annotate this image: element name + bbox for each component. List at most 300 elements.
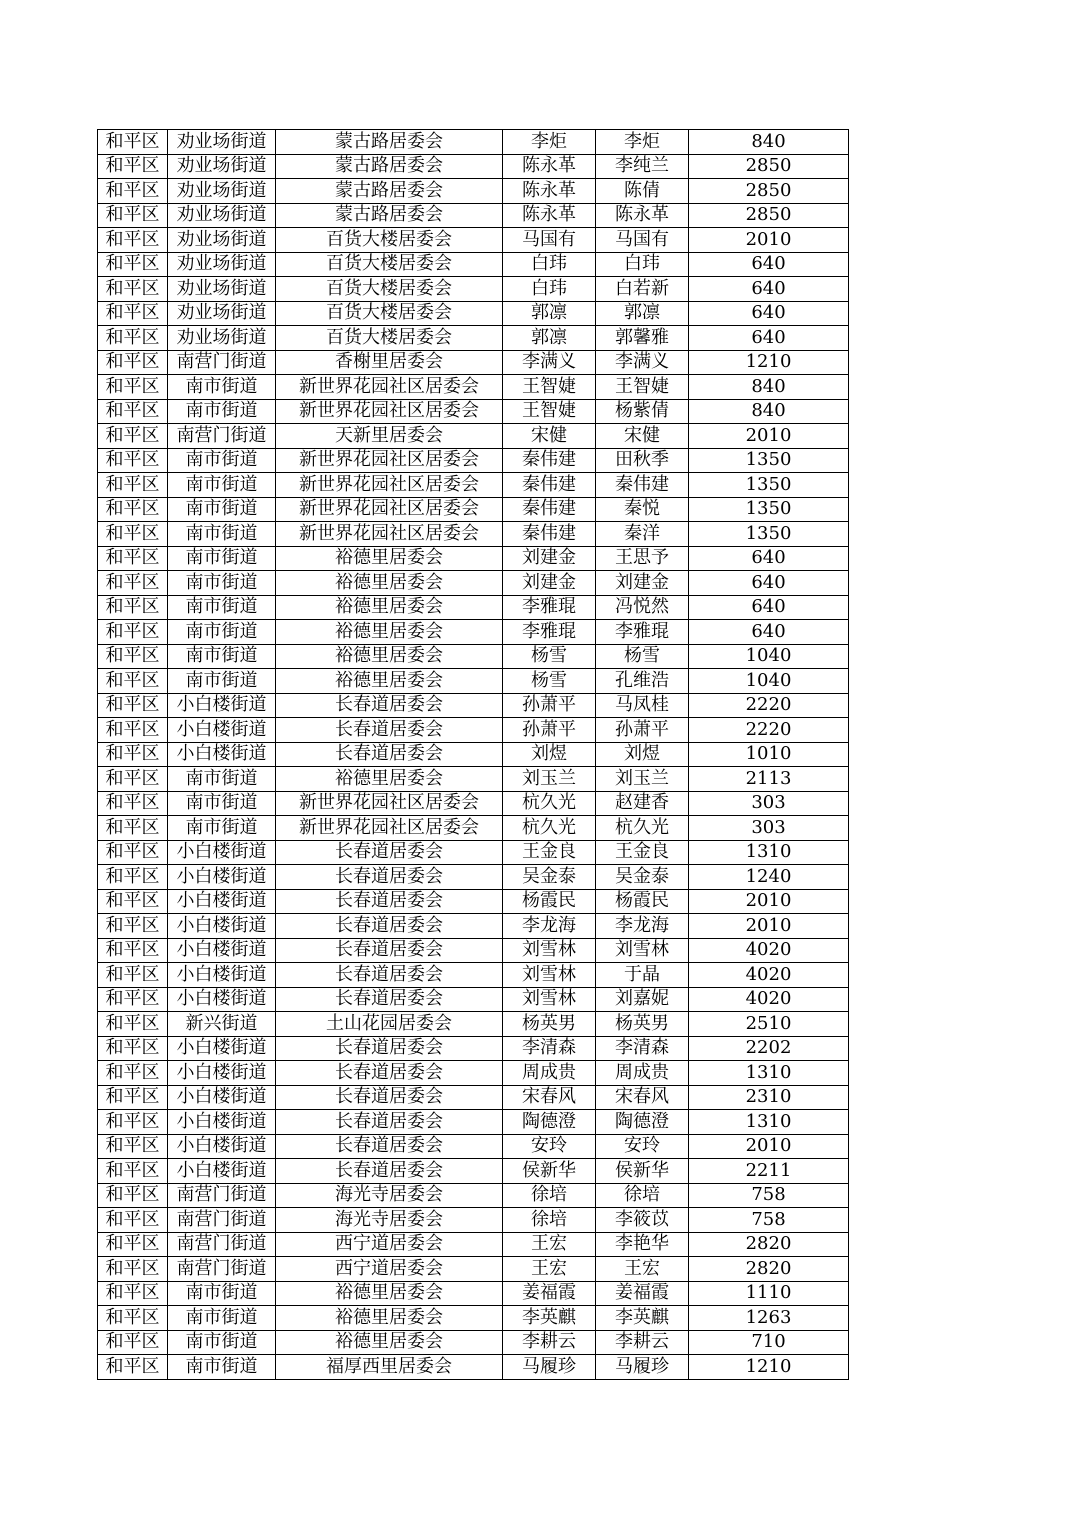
table-row xyxy=(98,791,849,816)
street-cell: 南市街道 xyxy=(168,571,276,596)
applicant-cell: 李耕云 xyxy=(503,1330,596,1355)
table-row xyxy=(98,350,849,375)
district-cell: 和平区 xyxy=(98,889,168,914)
applicant-cell: 秦伟建 xyxy=(503,522,596,547)
street-cell: 小白楼街道 xyxy=(168,742,276,767)
street-cell: 南市街道 xyxy=(168,522,276,547)
street-cell: 小白楼街道 xyxy=(168,963,276,988)
table-row xyxy=(98,1085,849,1110)
table-row xyxy=(98,1257,849,1282)
committee-cell: 百货大楼居委会 xyxy=(276,326,503,351)
applicant-cell: 白玮 xyxy=(503,277,596,302)
member-cell: 李满义 xyxy=(596,350,689,375)
member-cell: 李英麒 xyxy=(596,1306,689,1331)
street-cell: 南市街道 xyxy=(168,375,276,400)
member-cell: 秦洋 xyxy=(596,522,689,547)
table-row xyxy=(98,1061,849,1086)
amount-cell: 1240 xyxy=(689,865,849,890)
applicant-cell: 李雅琨 xyxy=(503,595,596,620)
street-cell: 新兴街道 xyxy=(168,1012,276,1037)
applicant-cell: 孙萧平 xyxy=(503,693,596,718)
amount-cell: 640 xyxy=(689,620,849,645)
committee-cell: 香榭里居委会 xyxy=(276,350,503,375)
table-row xyxy=(98,571,849,596)
street-cell: 小白楼街道 xyxy=(168,1061,276,1086)
table-row xyxy=(98,914,849,939)
district-cell: 和平区 xyxy=(98,816,168,841)
district-cell: 和平区 xyxy=(98,154,168,179)
member-cell: 杨英男 xyxy=(596,1012,689,1037)
applicant-cell: 徐培 xyxy=(503,1208,596,1233)
district-cell: 和平区 xyxy=(98,865,168,890)
member-cell: 李艳华 xyxy=(596,1232,689,1257)
member-cell: 宋春风 xyxy=(596,1085,689,1110)
table-row xyxy=(98,497,849,522)
member-cell: 刘玉兰 xyxy=(596,767,689,792)
street-cell: 南市街道 xyxy=(168,497,276,522)
committee-cell: 裕德里居委会 xyxy=(276,571,503,596)
amount-cell: 2211 xyxy=(689,1159,849,1184)
committee-cell: 长春道居委会 xyxy=(276,718,503,743)
table-row xyxy=(98,448,849,473)
amount-cell: 2850 xyxy=(689,179,849,204)
street-cell: 南营门街道 xyxy=(168,1232,276,1257)
committee-cell: 裕德里居委会 xyxy=(276,767,503,792)
amount-cell: 2220 xyxy=(689,693,849,718)
member-cell: 周成贵 xyxy=(596,1061,689,1086)
street-cell: 小白楼街道 xyxy=(168,693,276,718)
committee-cell: 新世界花园社区居委会 xyxy=(276,791,503,816)
amount-cell: 1210 xyxy=(689,350,849,375)
table-row xyxy=(98,228,849,253)
applicant-cell: 徐培 xyxy=(503,1183,596,1208)
district-cell: 和平区 xyxy=(98,595,168,620)
member-cell: 刘嘉妮 xyxy=(596,987,689,1012)
table-row xyxy=(98,522,849,547)
member-cell: 白玮 xyxy=(596,252,689,277)
district-cell: 和平区 xyxy=(98,1208,168,1233)
table-row xyxy=(98,375,849,400)
applicant-cell: 王智婕 xyxy=(503,375,596,400)
street-cell: 劝业场街道 xyxy=(168,154,276,179)
district-cell: 和平区 xyxy=(98,1330,168,1355)
applicant-cell: 刘雪林 xyxy=(503,963,596,988)
amount-cell: 2010 xyxy=(689,889,849,914)
district-cell: 和平区 xyxy=(98,252,168,277)
applicant-cell: 杨雪 xyxy=(503,644,596,669)
table-row xyxy=(98,987,849,1012)
committee-cell: 长春道居委会 xyxy=(276,840,503,865)
committee-cell: 裕德里居委会 xyxy=(276,620,503,645)
amount-cell: 1310 xyxy=(689,840,849,865)
table-row xyxy=(98,399,849,424)
district-cell: 和平区 xyxy=(98,424,168,449)
district-cell: 和平区 xyxy=(98,1257,168,1282)
amount-cell: 758 xyxy=(689,1183,849,1208)
district-cell: 和平区 xyxy=(98,767,168,792)
street-cell: 小白楼街道 xyxy=(168,938,276,963)
district-cell: 和平区 xyxy=(98,644,168,669)
member-cell: 刘雪林 xyxy=(596,938,689,963)
street-cell: 小白楼街道 xyxy=(168,1110,276,1135)
table-row xyxy=(98,1281,849,1306)
committee-cell: 长春道居委会 xyxy=(276,987,503,1012)
member-cell: 吴金泰 xyxy=(596,865,689,890)
applicant-cell: 刘雪林 xyxy=(503,938,596,963)
applicant-cell: 孙萧平 xyxy=(503,718,596,743)
committee-cell: 长春道居委会 xyxy=(276,1110,503,1135)
street-cell: 南市街道 xyxy=(168,595,276,620)
table-row xyxy=(98,865,849,890)
member-cell: 李雅琨 xyxy=(596,620,689,645)
street-cell: 南市街道 xyxy=(168,1355,276,1380)
street-cell: 南市街道 xyxy=(168,767,276,792)
amount-cell: 1350 xyxy=(689,522,849,547)
amount-cell: 1040 xyxy=(689,644,849,669)
street-cell: 南市街道 xyxy=(168,669,276,694)
applicant-cell: 李炬 xyxy=(503,130,596,155)
amount-cell: 1040 xyxy=(689,669,849,694)
applicant-cell: 王宏 xyxy=(503,1232,596,1257)
amount-cell: 2220 xyxy=(689,718,849,743)
amount-cell: 1263 xyxy=(689,1306,849,1331)
applicant-cell: 郭凛 xyxy=(503,326,596,351)
member-cell: 宋健 xyxy=(596,424,689,449)
applicant-cell: 王宏 xyxy=(503,1257,596,1282)
amount-cell: 640 xyxy=(689,326,849,351)
member-cell: 李龙海 xyxy=(596,914,689,939)
street-cell: 南市街道 xyxy=(168,1330,276,1355)
district-cell: 和平区 xyxy=(98,1232,168,1257)
applicant-cell: 王金良 xyxy=(503,840,596,865)
member-cell: 陈永革 xyxy=(596,203,689,228)
table-row xyxy=(98,1208,849,1233)
member-cell: 孙萧平 xyxy=(596,718,689,743)
district-cell: 和平区 xyxy=(98,693,168,718)
street-cell: 劝业场街道 xyxy=(168,228,276,253)
table-row xyxy=(98,546,849,571)
table-row xyxy=(98,179,849,204)
table-row xyxy=(98,1330,849,1355)
amount-cell: 2310 xyxy=(689,1085,849,1110)
applicant-cell: 宋春风 xyxy=(503,1085,596,1110)
applicant-cell: 宋健 xyxy=(503,424,596,449)
committee-cell: 长春道居委会 xyxy=(276,1085,503,1110)
member-cell: 李耕云 xyxy=(596,1330,689,1355)
street-cell: 南市街道 xyxy=(168,791,276,816)
committee-cell: 长春道居委会 xyxy=(276,938,503,963)
amount-cell: 2010 xyxy=(689,228,849,253)
amount-cell: 2850 xyxy=(689,154,849,179)
member-cell: 马履珍 xyxy=(596,1355,689,1380)
member-cell: 王思予 xyxy=(596,546,689,571)
table-row xyxy=(98,203,849,228)
street-cell: 劝业场街道 xyxy=(168,130,276,155)
amount-cell: 1350 xyxy=(689,473,849,498)
table-row xyxy=(98,154,849,179)
applicant-cell: 刘建金 xyxy=(503,546,596,571)
committee-cell: 新世界花园社区居委会 xyxy=(276,473,503,498)
district-cell: 和平区 xyxy=(98,840,168,865)
amount-cell: 1210 xyxy=(689,1355,849,1380)
table-row xyxy=(98,963,849,988)
applicant-cell: 杭久光 xyxy=(503,816,596,841)
street-cell: 小白楼街道 xyxy=(168,987,276,1012)
amount-cell: 758 xyxy=(689,1208,849,1233)
applicant-cell: 杨霞民 xyxy=(503,889,596,914)
committee-cell: 长春道居委会 xyxy=(276,1134,503,1159)
amount-cell: 840 xyxy=(689,375,849,400)
district-cell: 和平区 xyxy=(98,130,168,155)
committee-cell: 长春道居委会 xyxy=(276,693,503,718)
street-cell: 劝业场街道 xyxy=(168,301,276,326)
district-cell: 和平区 xyxy=(98,1355,168,1380)
committee-cell: 蒙古路居委会 xyxy=(276,130,503,155)
street-cell: 小白楼街道 xyxy=(168,840,276,865)
committee-cell: 海光寺居委会 xyxy=(276,1183,503,1208)
district-cell: 和平区 xyxy=(98,791,168,816)
street-cell: 小白楼街道 xyxy=(168,1159,276,1184)
street-cell: 南营门街道 xyxy=(168,424,276,449)
member-cell: 孔维浩 xyxy=(596,669,689,694)
street-cell: 南市街道 xyxy=(168,473,276,498)
applicant-cell: 陈永革 xyxy=(503,154,596,179)
table-row xyxy=(98,1012,849,1037)
committee-cell: 西宁道居委会 xyxy=(276,1257,503,1282)
district-cell: 和平区 xyxy=(98,228,168,253)
committee-cell: 天新里居委会 xyxy=(276,424,503,449)
street-cell: 南市街道 xyxy=(168,620,276,645)
district-cell: 和平区 xyxy=(98,326,168,351)
table-row xyxy=(98,595,849,620)
table-row xyxy=(98,693,849,718)
street-cell: 南营门街道 xyxy=(168,1257,276,1282)
district-cell: 和平区 xyxy=(98,448,168,473)
amount-cell: 1310 xyxy=(689,1061,849,1086)
amount-cell: 640 xyxy=(689,546,849,571)
amount-cell: 2820 xyxy=(689,1232,849,1257)
district-cell: 和平区 xyxy=(98,1012,168,1037)
amount-cell: 640 xyxy=(689,571,849,596)
committee-cell: 裕德里居委会 xyxy=(276,1330,503,1355)
committee-cell: 长春道居委会 xyxy=(276,1159,503,1184)
applicant-cell: 刘雪林 xyxy=(503,987,596,1012)
district-cell: 和平区 xyxy=(98,963,168,988)
member-cell: 侯新华 xyxy=(596,1159,689,1184)
amount-cell: 1350 xyxy=(689,448,849,473)
applicant-cell: 秦伟建 xyxy=(503,473,596,498)
street-cell: 劝业场街道 xyxy=(168,179,276,204)
street-cell: 南市街道 xyxy=(168,546,276,571)
member-cell: 王智婕 xyxy=(596,375,689,400)
street-cell: 南市街道 xyxy=(168,1306,276,1331)
member-cell: 秦悦 xyxy=(596,497,689,522)
district-cell: 和平区 xyxy=(98,522,168,547)
committee-cell: 蒙古路居委会 xyxy=(276,179,503,204)
applicant-cell: 郭凛 xyxy=(503,301,596,326)
amount-cell: 2820 xyxy=(689,1257,849,1282)
committee-cell: 裕德里居委会 xyxy=(276,1281,503,1306)
member-cell: 姜福霞 xyxy=(596,1281,689,1306)
district-cell: 和平区 xyxy=(98,1061,168,1086)
amount-cell: 4020 xyxy=(689,938,849,963)
applicant-cell: 李满义 xyxy=(503,350,596,375)
district-cell: 和平区 xyxy=(98,742,168,767)
amount-cell: 640 xyxy=(689,301,849,326)
district-cell: 和平区 xyxy=(98,497,168,522)
committee-cell: 裕德里居委会 xyxy=(276,546,503,571)
amount-cell: 640 xyxy=(689,252,849,277)
street-cell: 南市街道 xyxy=(168,1281,276,1306)
committee-cell: 长春道居委会 xyxy=(276,889,503,914)
district-cell: 和平区 xyxy=(98,718,168,743)
committee-cell: 百货大楼居委会 xyxy=(276,252,503,277)
district-cell: 和平区 xyxy=(98,546,168,571)
member-cell: 陈倩 xyxy=(596,179,689,204)
street-cell: 南营门街道 xyxy=(168,350,276,375)
amount-cell: 303 xyxy=(689,816,849,841)
committee-cell: 蒙古路居委会 xyxy=(276,154,503,179)
member-cell: 王宏 xyxy=(596,1257,689,1282)
table-row xyxy=(98,669,849,694)
street-cell: 劝业场街道 xyxy=(168,326,276,351)
member-cell: 刘建金 xyxy=(596,571,689,596)
street-cell: 劝业场街道 xyxy=(168,252,276,277)
street-cell: 南市街道 xyxy=(168,816,276,841)
table-row xyxy=(98,1306,849,1331)
district-cell: 和平区 xyxy=(98,938,168,963)
table-row xyxy=(98,326,849,351)
table-row xyxy=(98,816,849,841)
district-cell: 和平区 xyxy=(98,203,168,228)
applicant-cell: 秦伟建 xyxy=(503,448,596,473)
committee-cell: 长春道居委会 xyxy=(276,1036,503,1061)
amount-cell: 2510 xyxy=(689,1012,849,1037)
amount-cell: 4020 xyxy=(689,963,849,988)
table-row xyxy=(98,277,849,302)
committee-cell: 裕德里居委会 xyxy=(276,595,503,620)
table-row xyxy=(98,473,849,498)
amount-cell: 1310 xyxy=(689,1110,849,1135)
table-row xyxy=(98,938,849,963)
committee-cell: 土山花园居委会 xyxy=(276,1012,503,1037)
table-row xyxy=(98,252,849,277)
amount-cell: 840 xyxy=(689,130,849,155)
district-cell: 和平区 xyxy=(98,1036,168,1061)
table-row xyxy=(98,424,849,449)
member-cell: 冯悦然 xyxy=(596,595,689,620)
table-row xyxy=(98,1232,849,1257)
applicant-cell: 侯新华 xyxy=(503,1159,596,1184)
committee-cell: 裕德里居委会 xyxy=(276,669,503,694)
amount-cell: 1110 xyxy=(689,1281,849,1306)
member-cell: 陶德澄 xyxy=(596,1110,689,1135)
table-row xyxy=(98,1110,849,1135)
applicant-cell: 杭久光 xyxy=(503,791,596,816)
applicant-cell: 周成贵 xyxy=(503,1061,596,1086)
table-row xyxy=(98,1036,849,1061)
committee-cell: 福厚西里居委会 xyxy=(276,1355,503,1380)
applicant-cell: 马国有 xyxy=(503,228,596,253)
amount-cell: 2113 xyxy=(689,767,849,792)
member-cell: 马凤桂 xyxy=(596,693,689,718)
street-cell: 小白楼街道 xyxy=(168,1134,276,1159)
amount-cell: 2010 xyxy=(689,914,849,939)
member-cell: 田秋季 xyxy=(596,448,689,473)
member-cell: 刘煜 xyxy=(596,742,689,767)
committee-cell: 新世界花园社区居委会 xyxy=(276,816,503,841)
district-cell: 和平区 xyxy=(98,1281,168,1306)
applicant-cell: 杨英男 xyxy=(503,1012,596,1037)
district-cell: 和平区 xyxy=(98,179,168,204)
district-cell: 和平区 xyxy=(98,350,168,375)
committee-cell: 新世界花园社区居委会 xyxy=(276,522,503,547)
member-cell: 李筱苡 xyxy=(596,1208,689,1233)
district-cell: 和平区 xyxy=(98,1134,168,1159)
table-row xyxy=(98,1134,849,1159)
committee-cell: 西宁道居委会 xyxy=(276,1232,503,1257)
district-cell: 和平区 xyxy=(98,399,168,424)
table-row xyxy=(98,644,849,669)
table-row xyxy=(98,840,849,865)
street-cell: 小白楼街道 xyxy=(168,1085,276,1110)
committee-cell: 百货大楼居委会 xyxy=(276,301,503,326)
street-cell: 劝业场街道 xyxy=(168,277,276,302)
table-row xyxy=(98,130,849,155)
amount-cell: 2010 xyxy=(689,424,849,449)
member-cell: 李纯兰 xyxy=(596,154,689,179)
committee-cell: 长春道居委会 xyxy=(276,742,503,767)
applicant-cell: 马履珍 xyxy=(503,1355,596,1380)
amount-cell: 2850 xyxy=(689,203,849,228)
member-cell: 白若新 xyxy=(596,277,689,302)
district-cell: 和平区 xyxy=(98,277,168,302)
amount-cell: 303 xyxy=(689,791,849,816)
applicant-cell: 李英麒 xyxy=(503,1306,596,1331)
street-cell: 南市街道 xyxy=(168,399,276,424)
district-cell: 和平区 xyxy=(98,1183,168,1208)
member-cell: 赵建香 xyxy=(596,791,689,816)
applicant-cell: 刘建金 xyxy=(503,571,596,596)
table-row xyxy=(98,742,849,767)
committee-cell: 百货大楼居委会 xyxy=(276,277,503,302)
applicant-cell: 刘玉兰 xyxy=(503,767,596,792)
applicant-cell: 陈永革 xyxy=(503,179,596,204)
committee-cell: 百货大楼居委会 xyxy=(276,228,503,253)
district-cell: 和平区 xyxy=(98,620,168,645)
committee-cell: 长春道居委会 xyxy=(276,1061,503,1086)
member-cell: 李清森 xyxy=(596,1036,689,1061)
member-cell: 郭凛 xyxy=(596,301,689,326)
district-cell: 和平区 xyxy=(98,375,168,400)
member-cell: 安玲 xyxy=(596,1134,689,1159)
street-cell: 南营门街道 xyxy=(168,1208,276,1233)
table-row xyxy=(98,1355,849,1380)
table-row xyxy=(98,1159,849,1184)
applicant-cell: 李雅琨 xyxy=(503,620,596,645)
committee-cell: 裕德里居委会 xyxy=(276,644,503,669)
district-cell: 和平区 xyxy=(98,1306,168,1331)
table-row xyxy=(98,889,849,914)
committee-cell: 长春道居委会 xyxy=(276,963,503,988)
committee-cell: 新世界花园社区居委会 xyxy=(276,497,503,522)
amount-cell: 4020 xyxy=(689,987,849,1012)
amount-cell: 2202 xyxy=(689,1036,849,1061)
district-cell: 和平区 xyxy=(98,1085,168,1110)
member-cell: 徐培 xyxy=(596,1183,689,1208)
district-cell: 和平区 xyxy=(98,1110,168,1135)
applicant-cell: 李清森 xyxy=(503,1036,596,1061)
